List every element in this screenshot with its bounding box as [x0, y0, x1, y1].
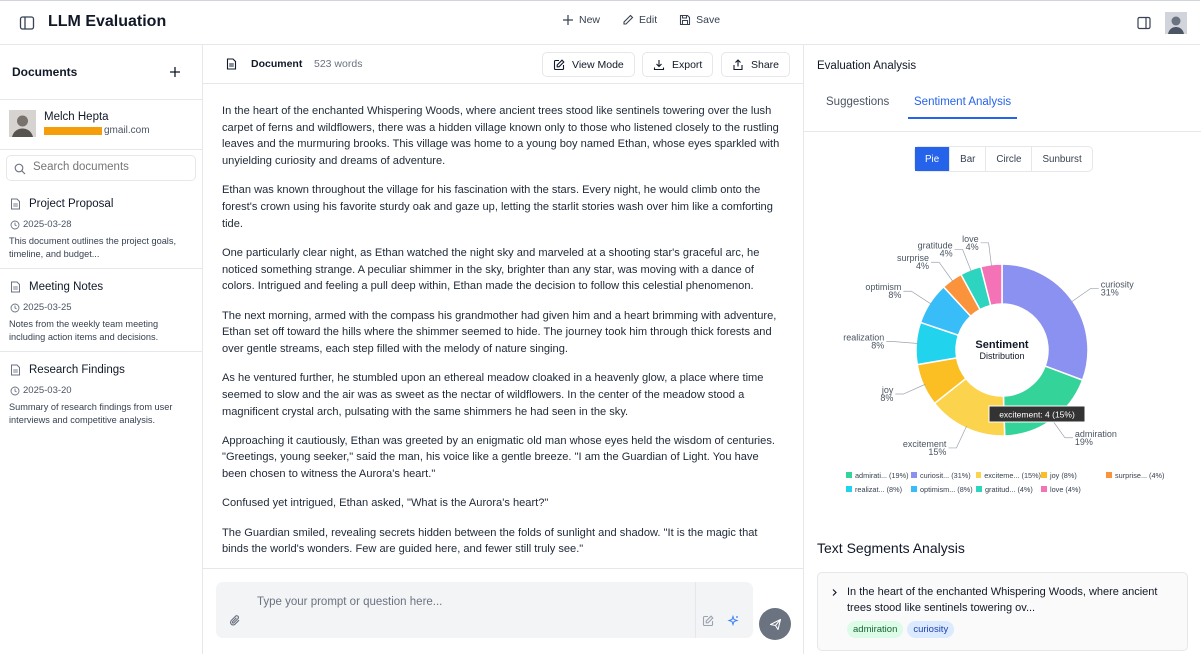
send-button[interactable] — [759, 608, 791, 640]
chevron-right-icon[interactable] — [830, 588, 839, 597]
legend-item-surprise[interactable] — [1106, 468, 1176, 482]
emotion-tag: curiosity — [907, 621, 954, 638]
profile-avatar — [9, 110, 36, 137]
edit-square-icon — [553, 59, 565, 71]
file-icon — [10, 198, 21, 210]
legend-item-optimism[interactable] — [911, 482, 976, 496]
slice-label-admiration: admiration — [1074, 428, 1117, 439]
chart-type-pie[interactable]: Pie — [915, 147, 949, 171]
leader-line-surprise — [931, 262, 953, 282]
document-title: Project Proposal — [29, 198, 114, 210]
clock-icon — [10, 220, 20, 230]
legend-item-curiosity[interactable] — [911, 468, 976, 482]
legend-swatch — [846, 486, 852, 492]
save-icon — [679, 14, 691, 26]
sidebar-title: Documents — [12, 65, 78, 79]
file-icon — [10, 364, 21, 376]
edit-button[interactable] — [622, 14, 657, 26]
share-button[interactable] — [721, 52, 790, 77]
legend-label: optimism... (8%) — [920, 484, 973, 494]
analysis-tabs — [804, 87, 1201, 132]
slice-pct-love: 4% — [965, 241, 979, 252]
legend-label: gratitud... (4%) — [985, 484, 1033, 494]
legend-label: exciteme... (15%) — [984, 470, 1041, 480]
document-label: Document — [251, 58, 303, 70]
legend-swatch — [976, 486, 982, 492]
paragraph: The next morning, armed with the compass his grandmother had given him and a heart brimming with adventure, Ethan set off toward the hills where the shimmer seemed to hide. The journey took him through thick forests and over gentle streams, each step filled with the melody of nature singing. — [222, 309, 777, 355]
legend-swatch — [1041, 486, 1047, 492]
prompt-box — [216, 582, 753, 638]
paperclip-icon[interactable] — [229, 614, 241, 627]
leader-line-gratitude — [955, 249, 972, 271]
new-button[interactable] — [562, 14, 600, 26]
text-segment-card[interactable] — [817, 572, 1188, 651]
paragraph: As he ventured further, he stumbled upon an ethereal meadow cloaked in a heavenly glow, a place where time seemed to slow and the air was as sweet as the nectar of wildflowers. In the center of the meadow stood a magnificent crystal arch, pulsating with the same shimmers he had seen in the sky. — [222, 372, 764, 418]
tab-sentiment-analysis[interactable]: Sentiment Analysis — [908, 96, 1017, 119]
top-bar — [0, 0, 1200, 45]
legend-item-gratitude[interactable] — [976, 482, 1041, 496]
legend-label: realizat... (8%) — [855, 484, 903, 494]
slice-label-realization: realization — [843, 332, 885, 343]
sparkles-icon[interactable] — [727, 615, 739, 627]
segments-title: Text Segments Analysis — [817, 540, 965, 556]
pencil-icon — [622, 14, 634, 26]
paragraph: Confused yet intrigued, Ethan asked, "What is the Aurora's heart?" — [222, 497, 549, 510]
legend-item-realization[interactable] — [846, 482, 911, 496]
leader-line-realization — [886, 342, 918, 344]
export-label: Export — [672, 58, 703, 71]
search-icon — [14, 163, 26, 175]
document-date: 2025-03-28 — [23, 219, 72, 230]
user-profile — [0, 100, 202, 150]
document-date: 2025-03-25 — [23, 302, 72, 313]
legend-swatch — [1041, 472, 1047, 478]
slice-label-joy: joy — [881, 385, 894, 396]
slice-pct-surprise: 4% — [916, 261, 930, 272]
slice-label-love: love — [962, 233, 979, 244]
slice-label-gratitude: gratitude — [917, 240, 953, 251]
segment-text: In the heart of the enchanted Whispering Woods, where ancient trees stood like sentinels towering ov... — [847, 586, 1158, 614]
leader-line-curiosity — [1071, 288, 1099, 302]
add-document-icon[interactable] — [169, 66, 181, 78]
emotion-tag: admiration — [847, 621, 903, 638]
user-name: Melch Hepta — [44, 111, 109, 123]
share-icon — [732, 59, 744, 71]
redacted-email-bar — [44, 127, 102, 135]
export-button[interactable] — [642, 52, 713, 77]
slice-pct-realization: 8% — [871, 340, 885, 351]
user-email: gmail.com — [104, 125, 150, 136]
file-icon — [226, 58, 237, 70]
chart-type-selector — [914, 146, 1093, 172]
paragraph: One particularly clear night, as Ethan watched the night sky and marveled at a shooting star's graceful arc, he noticed something strange. A peculiar shimmer in the sky, brighter than any star, was moving with a dance of colors. Intrigued and feeling a pull deep within, Ethan made the decision to follow this celestial phenomenon. — [222, 246, 760, 293]
legend-swatch — [911, 472, 917, 478]
send-icon — [769, 618, 782, 631]
legend-label: admirati... (19%) — [855, 470, 909, 480]
leader-line-optimism — [903, 291, 931, 304]
edit-square-icon[interactable] — [702, 615, 714, 627]
slice-label-excitement: excitement — [902, 438, 947, 449]
slice-label-surprise: surprise — [897, 253, 930, 264]
document-list — [0, 186, 202, 435]
new-label: New — [579, 14, 601, 26]
download-icon — [653, 59, 665, 71]
documents-sidebar — [0, 45, 203, 654]
legend-swatch — [911, 486, 917, 492]
slice-admiration[interactable] — [1003, 366, 1082, 436]
legend-item-admiration[interactable] — [846, 468, 911, 482]
file-icon — [10, 281, 21, 293]
view-mode-label: View Mode — [572, 58, 624, 71]
document-description: Summary of research findings from user interviews and competitive analysis. — [9, 402, 173, 425]
chart-center-subtitle: Distribution — [979, 351, 1025, 361]
evaluation-panel — [803, 45, 1200, 654]
search-input[interactable] — [33, 161, 193, 173]
word-count: 523 words — [314, 58, 363, 70]
slice-pct-gratitude: 4% — [939, 248, 953, 259]
paragraph: The Guardian smiled, revealing secrets hidden between the folds of sunlight and shadow. "It is the magic that binds the world's wonders. Few are guided here, and fewer still truly see." — [222, 526, 758, 556]
chart-type-circle[interactable]: Circle — [985, 147, 1031, 171]
legend-swatch — [1106, 472, 1112, 478]
user-avatar[interactable] — [1165, 12, 1187, 34]
tab-suggestions[interactable]: Suggestions — [826, 96, 890, 108]
legend-item-excitement[interactable] — [976, 468, 1041, 482]
chart-legend — [846, 468, 1176, 496]
prompt-placeholder: Type your prompt or question here... — [257, 596, 443, 608]
document-description: Notes from the weekly team meeting including action items and decisions. — [9, 319, 159, 342]
paragraph: Ethan was known throughout the village for his fascination with the stars. Every night, he would climb onto the forest's crown using his favorite sturdy oak and gaze up, letting the starlit stories wash over him like a comforting tide. — [222, 184, 773, 230]
editor-header — [203, 45, 803, 84]
plus-icon — [562, 14, 574, 26]
paragraph: In the heart of the enchanted Whispering Woods, where ancient trees stood like sentinels towering over the lush carpet of ferns and wildflowers, there was a hidden village known only to those who listened closely to the rustling leaves and the murmuring brooks. This village was home to a young boy named Ethan, whose eyes sparkled with unyielding curiosity and dreams of adventure. — [222, 105, 780, 168]
chart-center-title: Sentiment — [975, 339, 1029, 351]
document-item[interactable] — [0, 186, 202, 269]
document-description: This document outlines the project goals, timeline, and budget... — [9, 236, 176, 259]
slice-pct-excitement: 15% — [928, 446, 947, 457]
search-box[interactable] — [6, 155, 196, 181]
sentiment-donut-chart — [805, 233, 1201, 505]
slice-pct-admiration: 19% — [1074, 436, 1093, 447]
leader-line-love — [981, 243, 992, 267]
chart-tooltip — [989, 406, 1085, 422]
panel-title: Evaluation Analysis — [817, 60, 917, 72]
prompt-area — [203, 568, 803, 654]
slice-label-curiosity: curiosity — [1100, 279, 1134, 290]
save-button[interactable] — [679, 14, 720, 26]
slice-pct-joy: 8% — [880, 393, 894, 404]
edit-label: Edit — [639, 14, 658, 26]
leader-line-excitement — [948, 426, 966, 448]
view-mode-button[interactable] — [542, 52, 635, 77]
legend-label: joy (8%) — [1050, 470, 1077, 480]
legend-item-love[interactable] — [1041, 482, 1106, 496]
legend-swatch — [976, 472, 981, 478]
slice-label-optimism: optimism — [865, 282, 902, 293]
legend-label: surprise... (4%) — [1115, 470, 1165, 480]
slice-curiosity[interactable] — [1002, 264, 1088, 380]
app-title: LLM Evaluation — [48, 13, 167, 30]
document-editor — [203, 45, 803, 654]
clock-icon — [10, 386, 20, 396]
share-label: Share — [751, 58, 780, 71]
legend-label: curiosit... (31%) — [920, 470, 971, 480]
document-body[interactable] — [203, 85, 803, 568]
clock-icon — [10, 303, 20, 313]
prompt-input[interactable] — [249, 582, 696, 638]
save-label: Save — [696, 14, 721, 26]
document-title: Meeting Notes — [29, 281, 104, 293]
panel-toggle-icon[interactable] — [1137, 16, 1151, 30]
chart-tooltip-text: excitement: 4 (15%) — [999, 409, 1075, 420]
document-title: Research Findings — [29, 364, 125, 376]
chart-type-sunburst[interactable]: Sunburst — [1031, 147, 1091, 171]
legend-swatch — [846, 472, 852, 478]
legend-label: love (4%) — [1050, 484, 1081, 494]
slice-pct-optimism: 8% — [888, 290, 902, 301]
document-date: 2025-03-20 — [23, 385, 72, 396]
sidebar-toggle-icon[interactable] — [19, 15, 35, 31]
chart-type-bar[interactable]: Bar — [949, 147, 985, 171]
slice-pct-curiosity: 31% — [1100, 287, 1119, 298]
legend-item-joy[interactable] — [1041, 468, 1106, 482]
document-item[interactable] — [0, 352, 202, 435]
paragraph: Approaching it cautiously, Ethan was greeted by an enigmatic old man whose eyes held the wisdom of centuries. "Greetings, young seeker," said the man, his voice like a gentle breeze. "I am the Guardian of Light. You have been chosen to witness the Aurora's heart." — [222, 434, 775, 481]
document-item[interactable] — [0, 269, 202, 352]
leader-line-joy — [895, 384, 925, 394]
